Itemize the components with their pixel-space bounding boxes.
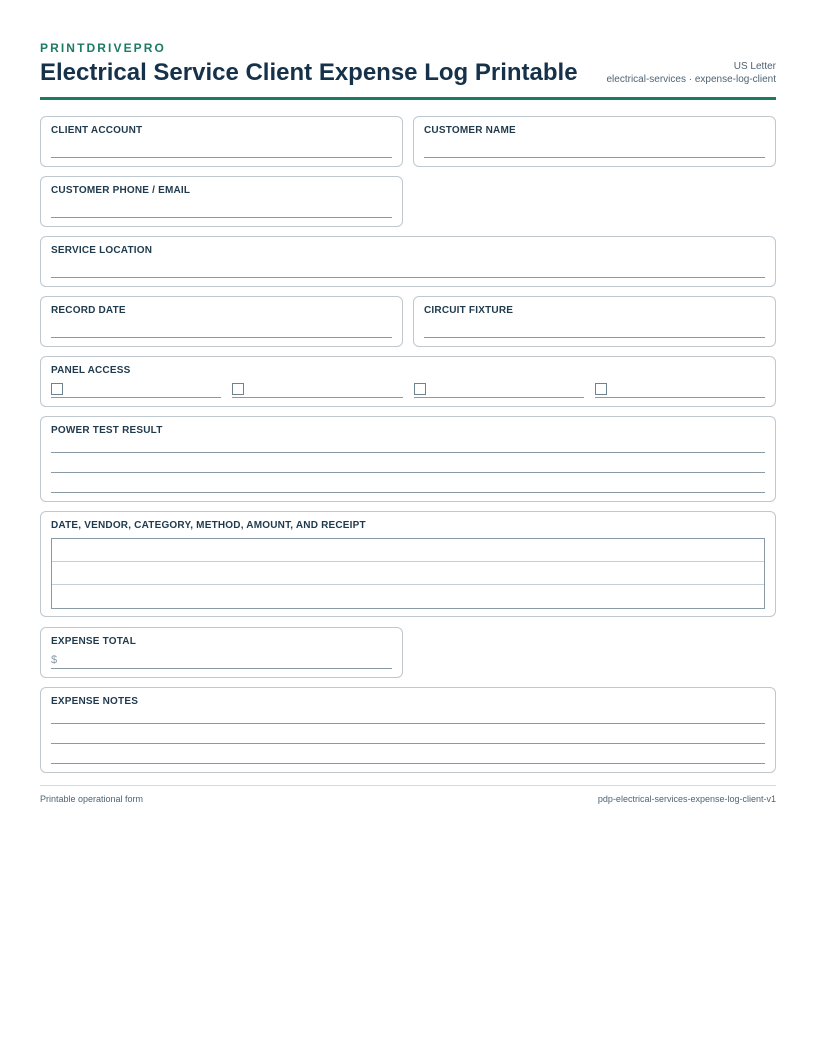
panel-access-option-line[interactable] — [232, 397, 403, 398]
customer-name-input-line[interactable] — [424, 157, 765, 158]
expense-total-input-line[interactable] — [51, 668, 392, 669]
client-account-input-line[interactable] — [51, 157, 392, 158]
panel-access-checkbox[interactable] — [51, 383, 63, 395]
panel-access-field — [40, 356, 776, 407]
panel-access-option-line[interactable] — [595, 397, 765, 398]
expense-notes-line[interactable] — [51, 763, 765, 764]
form-meta — [606, 60, 776, 86]
customer-name-label: CUSTOMER NAME — [424, 125, 516, 136]
page-title: Electrical Service Client Expense Log Printable — [40, 59, 578, 86]
paper-size: US Letter — [733, 61, 776, 72]
panel-access-checkbox[interactable] — [595, 383, 607, 395]
customer-contact-label: CUSTOMER PHONE / EMAIL — [51, 185, 191, 196]
panel-access-option-line[interactable] — [414, 397, 584, 398]
table-row[interactable] — [52, 562, 764, 585]
table-row[interactable] — [52, 585, 764, 608]
form-id: pdp-electrical-services-expense-log-client-v1 — [597, 794, 776, 804]
panel-access-checkbox[interactable] — [232, 383, 244, 395]
power-test-result-line[interactable] — [51, 452, 765, 453]
expense-notes-line[interactable] — [51, 723, 765, 724]
service-location-input-line[interactable] — [51, 277, 765, 278]
power-test-result-line[interactable] — [51, 492, 765, 493]
power-test-result-field[interactable] — [40, 416, 776, 502]
customer-contact-field[interactable] — [40, 176, 403, 227]
service-location-field[interactable] — [40, 236, 776, 287]
record-date-input-line[interactable] — [51, 337, 392, 338]
expense-table — [51, 538, 765, 609]
service-location-label: SERVICE LOCATION — [51, 245, 153, 256]
expense-table-label: DATE, VENDOR, CATEGORY, METHOD, AMOUNT, AND RECEIPT — [51, 520, 366, 531]
circuit-fixture-input-line[interactable] — [424, 337, 765, 338]
client-account-field[interactable] — [40, 116, 403, 167]
brand-name: PRINTDRIVEPRO — [40, 41, 166, 55]
currency-prefix: $ — [51, 654, 58, 666]
customer-contact-input-line[interactable] — [51, 217, 392, 218]
expense-total-label: EXPENSE TOTAL — [51, 636, 137, 647]
record-date-field[interactable] — [40, 296, 403, 347]
expense-table-field — [40, 511, 776, 617]
table-row[interactable] — [52, 539, 764, 562]
circuit-fixture-label: CIRCUIT FIXTURE — [424, 305, 514, 316]
expense-notes-label: EXPENSE NOTES — [51, 696, 139, 707]
expense-notes-line[interactable] — [51, 743, 765, 744]
panel-access-option[interactable] — [51, 383, 221, 399]
record-date-label: RECORD DATE — [51, 305, 126, 316]
panel-access-option-line[interactable] — [51, 397, 221, 398]
panel-access-label: PANEL ACCESS — [51, 365, 131, 376]
panel-access-option[interactable] — [595, 383, 765, 399]
header-divider — [40, 97, 776, 100]
expense-total-field[interactable] — [40, 627, 403, 678]
footer-divider — [40, 785, 776, 786]
panel-access-checkbox[interactable] — [414, 383, 426, 395]
power-test-result-line[interactable] — [51, 472, 765, 473]
client-account-label: CLIENT ACCOUNT — [51, 125, 143, 136]
panel-access-option[interactable] — [414, 383, 584, 399]
panel-access-option[interactable] — [232, 383, 403, 399]
form-tags: electrical-services · expense-log-client — [606, 74, 776, 85]
footer-caption: Printable operational form — [40, 794, 144, 804]
customer-name-field[interactable] — [413, 116, 776, 167]
expense-notes-field[interactable] — [40, 687, 776, 773]
circuit-fixture-field[interactable] — [413, 296, 776, 347]
power-test-result-label: POWER TEST RESULT — [51, 425, 163, 436]
